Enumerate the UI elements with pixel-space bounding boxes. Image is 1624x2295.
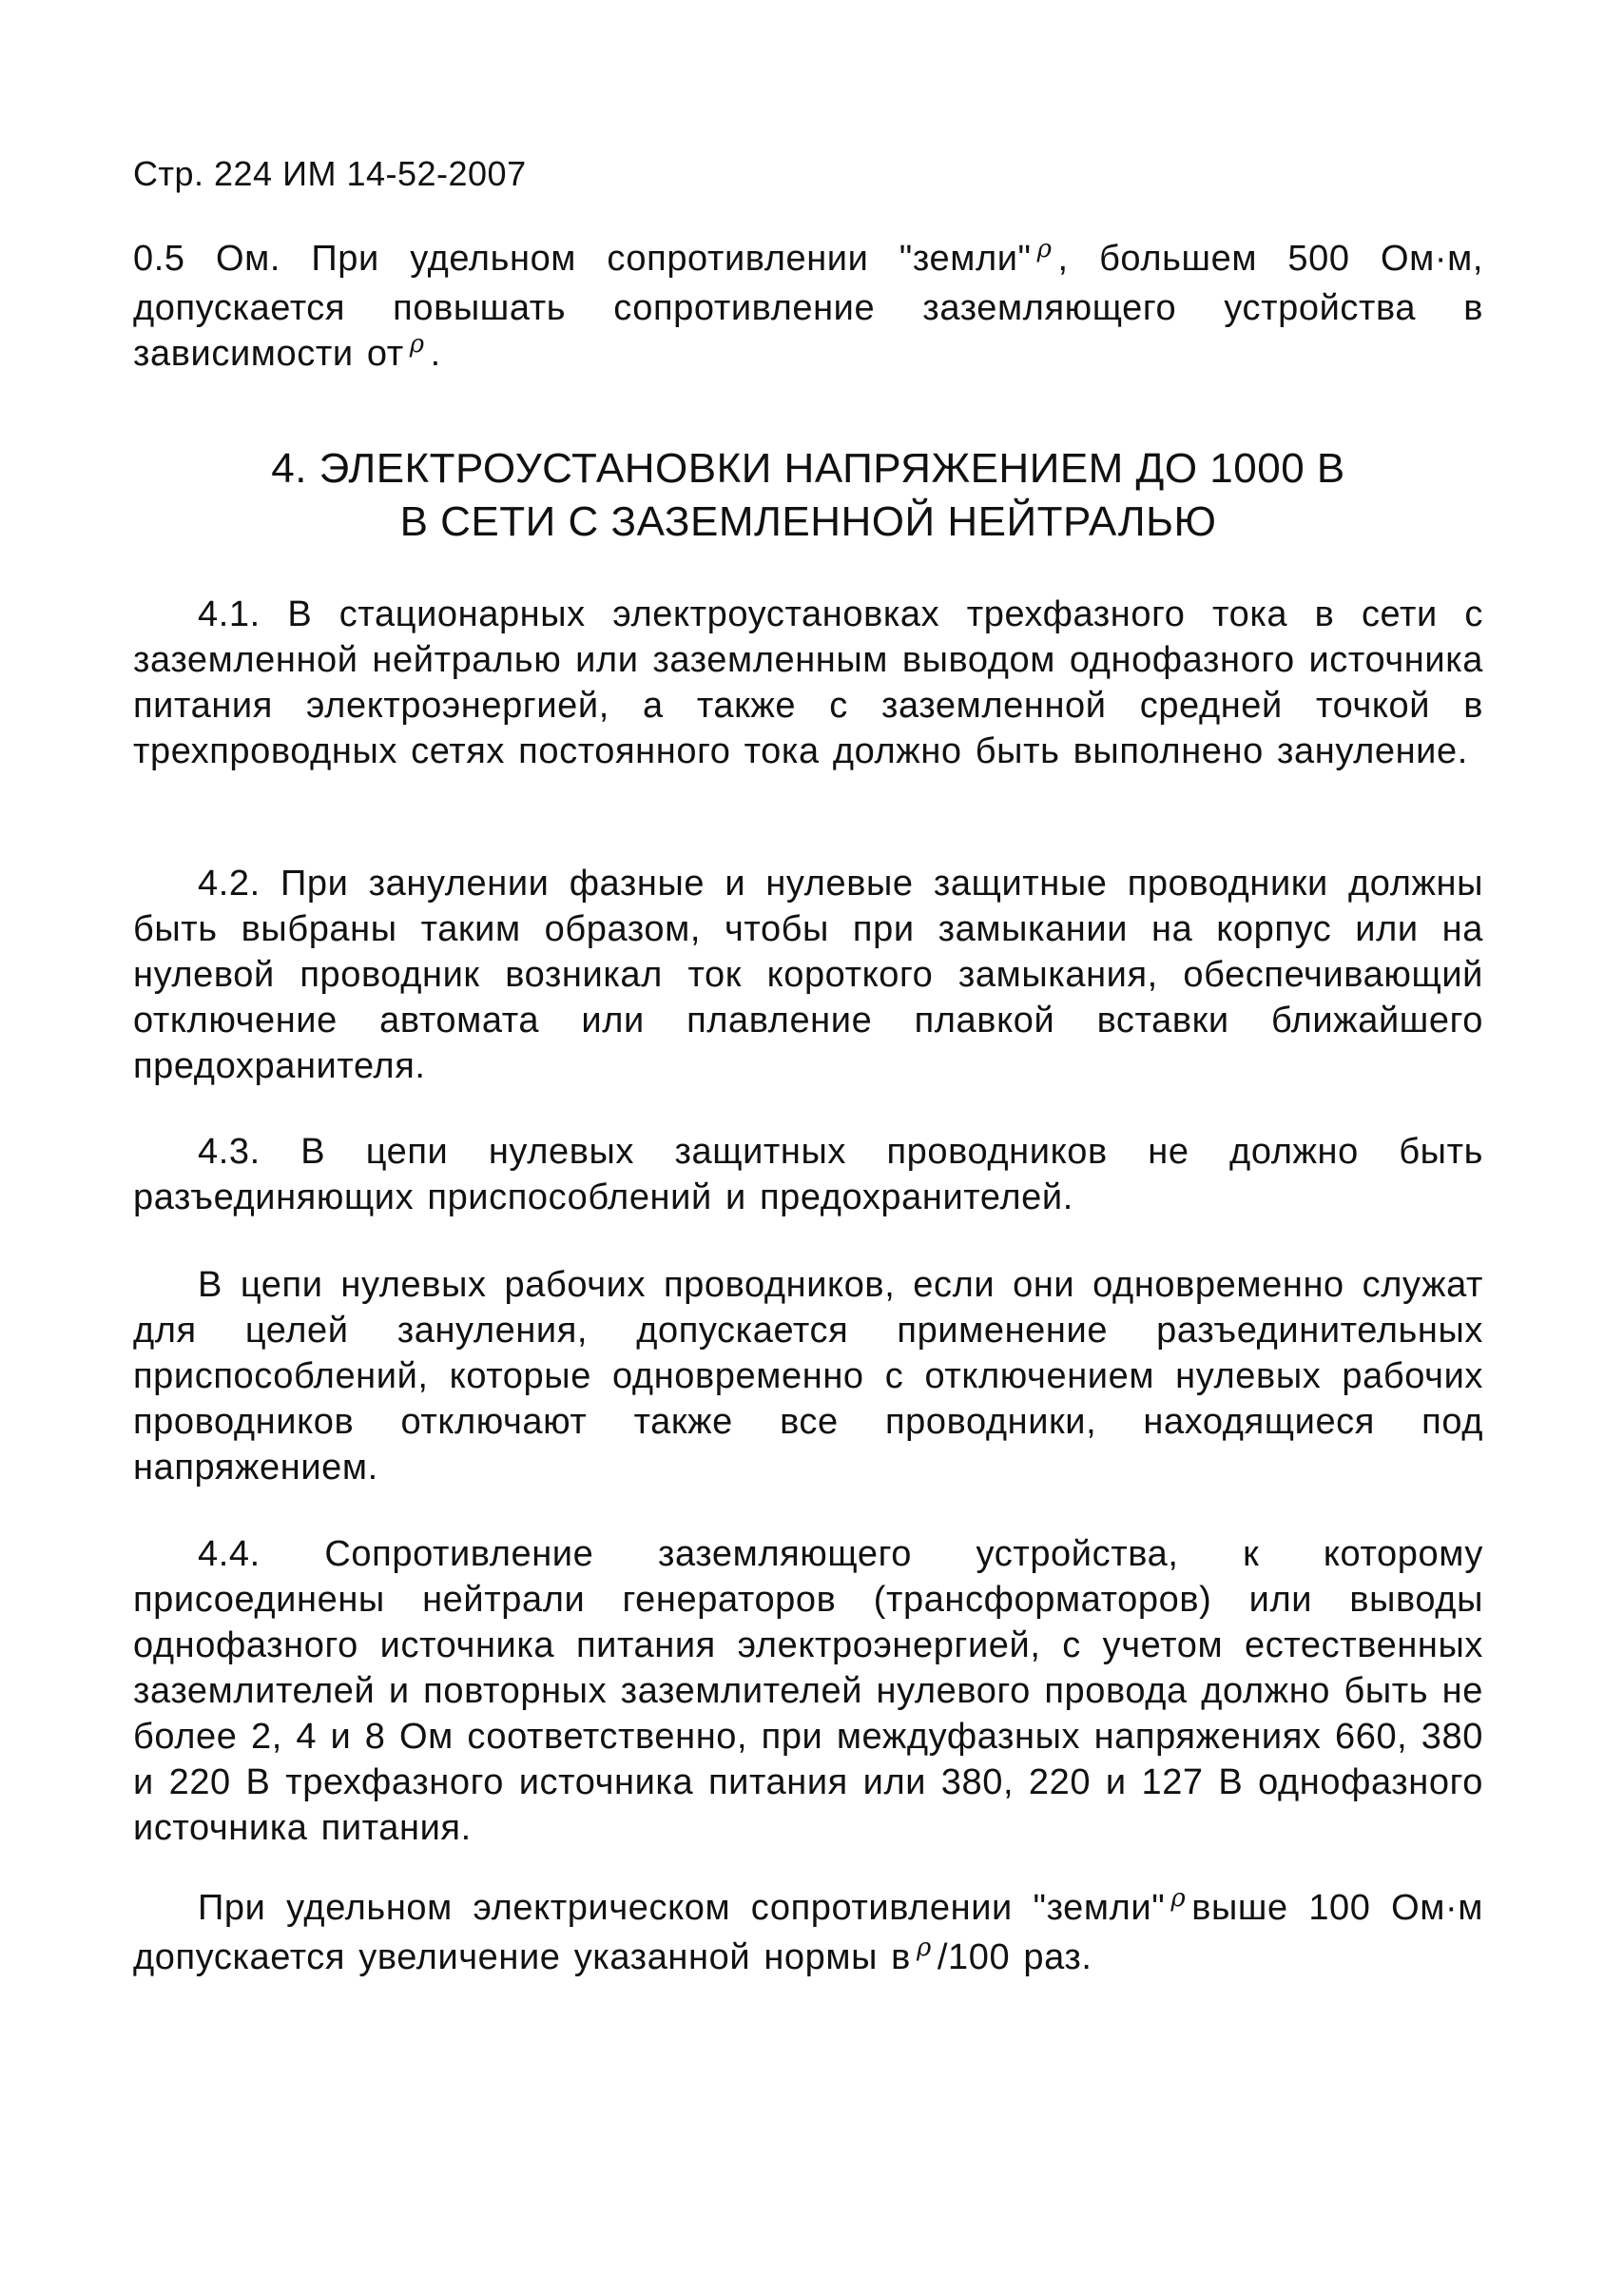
rho-symbol: ρ (1170, 1884, 1187, 1913)
paragraph-4-3: 4.3. В цепи нулевых защитных проводников не должно быть разъединяющих приспособлений и предохранителей. (133, 1132, 1483, 1217)
intro-paragraph (133, 236, 1483, 380)
intro-text-2: , большем 500 Ом·м, допускается повышать сопротивление заземляющего устройства в зависимости от (133, 239, 1483, 374)
page-header: Стр. 224 ИМ 14-52-2007 (133, 154, 527, 193)
final-text-2: выше 100 Ом·м допускается увеличение указанной нормы в (133, 1888, 1483, 1977)
paragraph-4-4: 4.4. Сопротивление заземляющего устройства, к которому присоединены нейтрали генераторов (трансформаторов) или выводы однофазного источника питания электроэнергией, с учетом естественных заземлителей и повторных заземлителей нулевого провода должно быть не более 2, 4 и 8 Ом соответственно, при междуфазных напряжениях 660, 380 и 220 В трехфазного источника питания или 380, 220 и 127 В однофазного источника питания. (133, 1534, 1483, 1848)
section-title (133, 442, 1483, 549)
paragraph-4-1: 4.1. В стационарных электроустановках трехфазного тока в сети с заземленной нейтралью или заземленным выводом однофазного источника питания электроэнергией, а также с заземленной средней точкой в трехпроводных сетях постоянного тока должно быть выполнено зануление. (133, 594, 1483, 771)
intro-text-1: 0.5 Ом. При удельном сопротивлении "земли" (133, 239, 1032, 279)
rho-symbol: ρ (916, 1934, 932, 1962)
final-text-3: /100 раз. (937, 1937, 1092, 1977)
final-paragraph (133, 1885, 1483, 1984)
section-title-line-2: В СЕТИ С ЗАЗЕМЛЕННОЙ НЕЙТРАЛЬЮ (399, 498, 1217, 545)
paragraph-4-2: 4.2. При занулении фазные и нулевые защитные проводники должны быть выбраны таким образом, чтобы при замыкании на корпус или на нулевой проводник возникал ток короткого замыкания, обеспечивающий отключение автомата или плавление плавкой вставки ближайшего предохранителя. (133, 864, 1483, 1086)
paragraph-4-3-continued: В цепи нулевых рабочих проводников, если они одновременно служат для целей зануления, допускается применение разъединительных приспособлений, которые одновременно с отключением нулевых рабочих проводников отключают также все проводники, находящиеся под напряжением. (133, 1265, 1483, 1488)
final-text-1: При удельном электрическом сопротивлении "земли" (198, 1888, 1166, 1928)
rho-symbol: ρ (1036, 235, 1053, 263)
intro-text-3: . (430, 334, 441, 374)
section-title-line-1: 4. ЭЛЕКТРОУСТАНОВКИ НАПРЯЖЕНИЕМ ДО 1000 В (271, 445, 1345, 492)
rho-symbol: ρ (409, 330, 425, 359)
